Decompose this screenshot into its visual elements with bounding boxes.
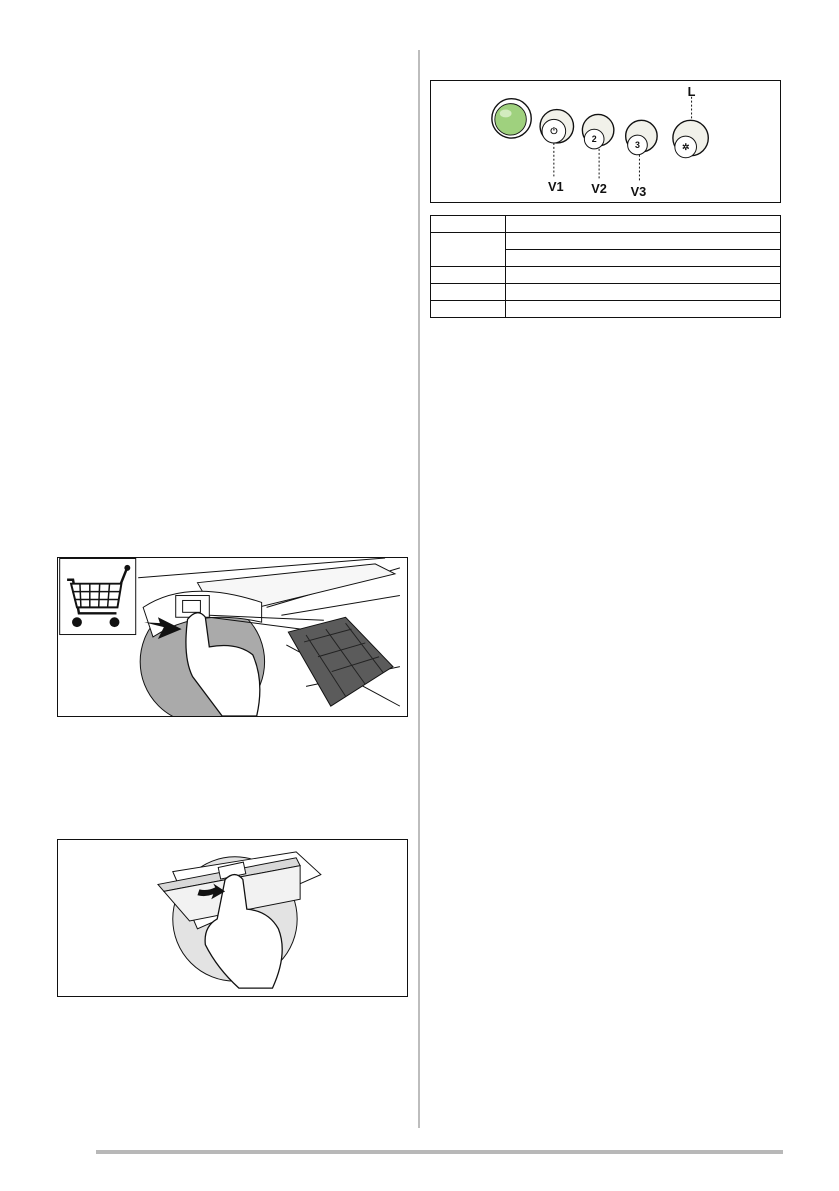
power-knob-icon: [540, 110, 573, 178]
knob-symbol-power: ⏻: [550, 126, 558, 137]
light-knob-icon: [673, 97, 708, 158]
v3-label: V3: [630, 184, 647, 200]
table-row: [431, 284, 781, 301]
knob-symbol-speed-2: 2: [591, 133, 597, 144]
control-panel-figure: [430, 80, 781, 203]
table-cell-value: [506, 301, 781, 318]
shopping-cart-icon: [60, 558, 136, 634]
speed-knob-icon: [582, 114, 613, 179]
charcoal-filter-icon: [288, 617, 393, 706]
table-row: [431, 267, 781, 284]
charcoal-filter-figure: [57, 557, 408, 717]
column-divider: [418, 50, 420, 1128]
l-label: L: [687, 83, 696, 99]
grease-filter-figure: [57, 839, 408, 997]
table-cell-value: [506, 233, 781, 250]
table-row: [431, 216, 781, 233]
table-cell-value: [506, 267, 781, 284]
table-cell-key: [431, 284, 506, 301]
table-cell-key: [431, 301, 506, 318]
knob-symbol-speed-3: 3: [635, 139, 640, 150]
grease-filter-illustration: [58, 840, 407, 996]
speed-knob-icon: [626, 120, 657, 182]
control-panel-illustration: [431, 81, 780, 202]
table-cell-key: [431, 267, 506, 284]
charcoal-filter-illustration: [58, 558, 407, 716]
spec-table: [430, 215, 781, 318]
v2-label: V2: [591, 181, 607, 197]
table-cell-value: [506, 216, 781, 233]
table-row: [431, 233, 781, 250]
table-cell-key: [431, 233, 506, 267]
table-cell-value: [506, 250, 781, 267]
footer-rule: [96, 1150, 783, 1154]
indicator-lamp-icon: [492, 99, 531, 138]
table-cell-value: [506, 284, 781, 301]
knob-symbol-light: ✲: [681, 141, 690, 152]
v1-label: V1: [547, 179, 564, 195]
table-row: [431, 301, 781, 318]
table-cell-key: [431, 216, 506, 233]
